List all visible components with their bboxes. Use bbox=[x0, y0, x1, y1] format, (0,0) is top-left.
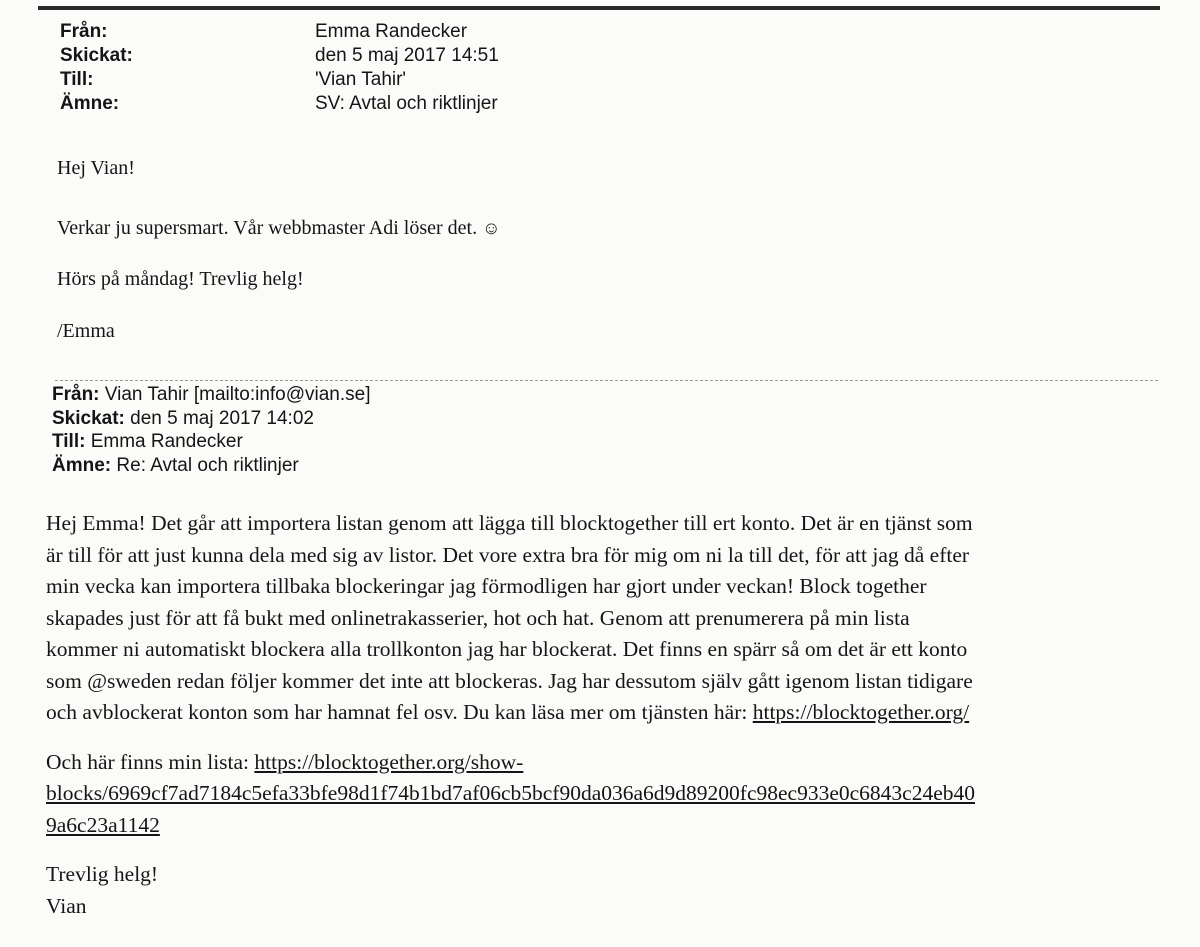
subject-row bbox=[60, 92, 499, 116]
from-row bbox=[60, 20, 499, 44]
reply-line-2: Hörs på måndag! Trevlig helg! bbox=[57, 268, 304, 290]
body-line-5: kommer ni automatiskt blockera alla trollkonton jag har blockerat. Det finns en spärr så om det är ett konto bbox=[46, 637, 968, 661]
quoted-to-value: Emma Randecker bbox=[90, 431, 243, 452]
to-row bbox=[60, 68, 499, 92]
quoted-from-row bbox=[52, 383, 371, 407]
body-line-4: skapades just för att få bukt med onlinetrakasserier, hot och hat. Genom att prenumerera på min lista bbox=[46, 605, 910, 630]
list-link-part-3[interactable]: 9a6c23a1142 bbox=[46, 812, 160, 837]
quoted-to-row bbox=[52, 430, 371, 454]
blocktogether-link[interactable]: https://blocktogether.org/ bbox=[752, 700, 970, 724]
quoted-sent-label: Skickat: bbox=[52, 407, 125, 429]
closing: Trevlig helg! bbox=[46, 862, 159, 886]
quoted-to-label: Till: bbox=[52, 431, 86, 452]
top-rule bbox=[38, 6, 1160, 10]
quoted-from-value: Vian Tahir [mailto:info@vian.se] bbox=[104, 384, 371, 405]
email-header bbox=[60, 20, 499, 116]
from-value: Emma Randecker bbox=[315, 21, 468, 42]
list-line-1 bbox=[46, 747, 1156, 779]
reply-signature: /Emma bbox=[57, 320, 115, 342]
quoted-subject-label: Ämne: bbox=[52, 454, 112, 476]
quoted-sent-row bbox=[52, 407, 371, 431]
subject-value: SV: Avtal och riktlinjer bbox=[315, 93, 498, 114]
quoted-body bbox=[46, 508, 1156, 922]
body-line-7-text: och avblockerat konton som har hamnat fel osv. Du kan läsa mer om tjänsten här: bbox=[46, 700, 753, 724]
sent-label: Skickat: bbox=[60, 45, 133, 66]
sent-value: den 5 maj 2017 14:51 bbox=[315, 45, 499, 66]
to-value: 'Vian Tahir' bbox=[315, 69, 407, 90]
body-line-1: Hej Emma! Det går att importera listan genom att lägga till blocktogether till ert konto. Det är en tjänst som bbox=[46, 511, 973, 535]
list-link-part-2[interactable]: blocks/6969cf7ad7184c5efa33bfe98d1f74b1bd7af06cb5bcf90da036a6d9d89200fc98ec933e0c6843c24eb40 bbox=[46, 781, 975, 805]
quote-separator bbox=[55, 380, 1158, 381]
quoted-signature: Vian bbox=[46, 893, 87, 918]
list-line-2 bbox=[46, 778, 1156, 810]
reply-line-1-text: Verkar ju supersmart. Vår webbmaster Adi löser det. bbox=[57, 217, 478, 239]
to-label: Till: bbox=[60, 69, 94, 90]
quoted-header bbox=[52, 383, 371, 477]
list-line-3 bbox=[46, 810, 1156, 842]
reply-greeting: Hej Vian! bbox=[57, 157, 135, 179]
quoted-subject-row bbox=[52, 454, 371, 478]
body-line-3: min vecka kan importera tillbaka blockeringar jag förmodligen har gjort under veckan! Block together bbox=[46, 574, 927, 598]
list-link-part-1[interactable]: https://blocktogether.org/show- bbox=[254, 749, 524, 774]
reply-line-1 bbox=[57, 217, 500, 240]
quoted-sent-value: den 5 maj 2017 14:02 bbox=[130, 407, 314, 429]
sent-row bbox=[60, 44, 499, 68]
body-line-7 bbox=[46, 697, 1156, 729]
from-label: Från: bbox=[60, 21, 108, 42]
list-intro: Och här finns min lista: bbox=[46, 749, 255, 774]
subject-label: Ämne: bbox=[60, 93, 120, 114]
body-line-2: är till för att just kunna dela med sig av listor. Det vore extra bra för mig om ni la till det, för att jag då efter bbox=[46, 542, 970, 567]
quoted-from-label: Från: bbox=[52, 384, 100, 405]
smiley-icon: ☺ bbox=[482, 218, 501, 238]
quoted-subject-value: Re: Avtal och riktlinjer bbox=[116, 454, 299, 476]
body-line-6: som @sweden redan följer kommer det inte att blockeras. Jag har dessutom själv gått igenom listan tidigare bbox=[46, 668, 973, 693]
